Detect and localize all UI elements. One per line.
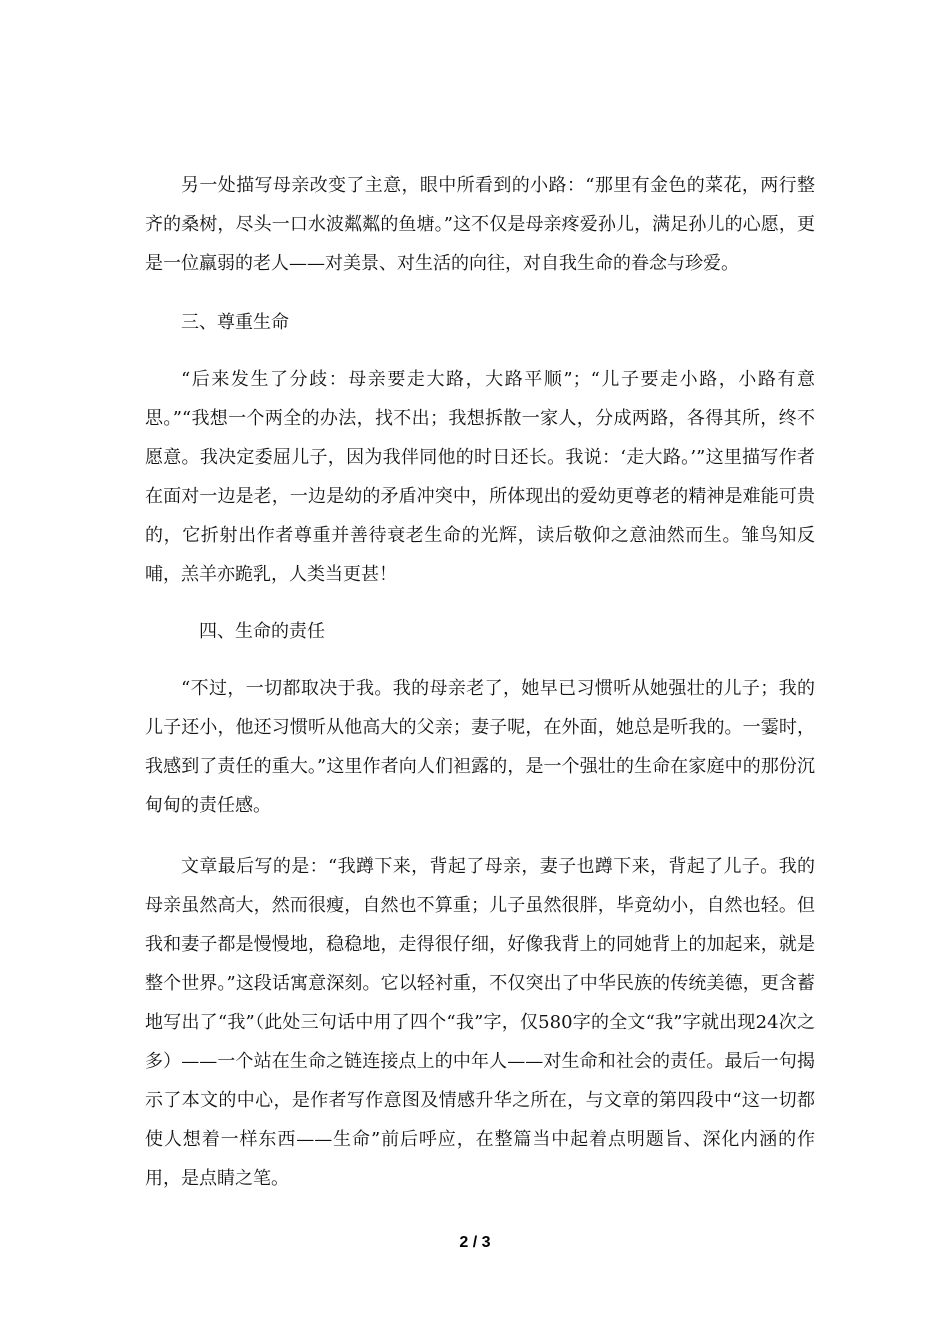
section-heading-respect-life: 三、尊重生命	[181, 312, 289, 333]
paragraph-decision: “不过，一切都取决于我。我的母亲老了，她早已习惯听从她强壮的儿子；我的儿子还小，他还习惯听从他高大的父亲；妻子呢，在外面，她总是听我的。一霎时，我感到了责任的重大。”这里作者向人们袒露的，是一个强壮的生命在家庭中的那份沉甸甸的责任感。	[145, 678, 815, 816]
page-number: 2 / 3	[459, 1234, 491, 1251]
section-heading-responsibility: 四、生命的责任	[199, 621, 325, 642]
paragraph-mother-path: 另一处描写母亲改变了主意，眼中所看到的小路：“那里有金色的菜花，两行整齐的桑树，尽头一口水波粼粼的鱼塘。”这不仅是母亲疼爱孙儿，满足孙儿的心愿，更是一位羸弱的老人——对美景、对生活的向往，对自我生命的眷念与珍爱。	[145, 175, 815, 274]
paragraph-disagreement: “后来发生了分歧：母亲要走大路，大路平顺”；“儿子要走小路，小路有意思。”“我想一个两全的办法，找不出；我想拆散一家人，分成两路，各得其所，终不愿意。我决定委屈儿子，因为我伴同他的时日还长。我说：‘走大路。’”这里描写作者在面对一边是老，一边是幼的矛盾冲突中，所体现出的爱幼更尊老的精神是难能可贵的，它折射出作者尊重并善待衰老生命的光辉，读后敬仰之意油然而生。雏鸟知反哺，羔羊亦跪乳，人类当更甚！	[145, 369, 815, 585]
document-body	[145, 166, 815, 1198]
paragraph-conclusion: 文章最后写的是：“我蹲下来，背起了母亲，妻子也蹲下来，背起了儿子。我的母亲虽然高大，然而很瘦，自然也不算重；儿子虽然很胖，毕竟幼小，自然也轻。但我和妻子都是慢慢地，稳稳地，走得很仔细，好像我背上的同她背上的加起来，就是整个世界。”这段话寓意深刻。它以轻衬重，不仅突出了中华民族的传统美德，更含蓄地写出了“我”（此处三句话中用了四个“我”字，仅580字的全文“我”字就出现24次之多）——一个站在生命之链连接点上的中年人——对生命和社会的责任。最后一句揭示了本文的中心，是作者写作意图及情感升华之所在，与文章的第四段中“这一切都使人想着一样东西——生命”前后呼应，在整篇当中起着点明题旨、深化内涵的作用，是点睛之笔。	[145, 856, 815, 1189]
